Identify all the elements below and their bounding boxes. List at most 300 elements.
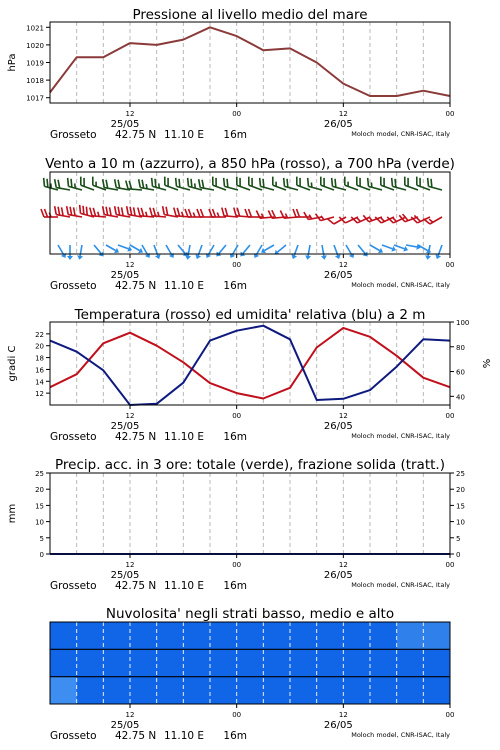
wind-arrow	[106, 245, 119, 253]
wind-arrow	[435, 245, 442, 259]
x-tick-label: 12	[125, 711, 135, 719]
wind-arrow-shaft	[394, 245, 404, 249]
wind-arrow	[358, 245, 368, 256]
cloud-cell	[130, 622, 157, 649]
wind-barb-flag	[176, 178, 177, 187]
x-tick-label: 00	[445, 561, 455, 569]
wind-barb-flag	[142, 180, 144, 188]
x-tick-label: 00	[232, 711, 242, 719]
x-tick-label: 00	[445, 261, 455, 269]
wind-barb-flag	[58, 207, 60, 215]
wind-barb-half-flag	[357, 218, 360, 221]
wind-barb-half-flag	[309, 215, 311, 219]
y-tick-label: 15	[35, 502, 44, 511]
wind-arrow-shaft	[178, 245, 185, 253]
wind-barb-half-flag	[146, 184, 147, 189]
wind-barb-staff	[104, 188, 118, 190]
cloud-cell	[50, 649, 77, 676]
cloud-cell	[210, 677, 237, 704]
cloud-cell	[397, 677, 424, 704]
station-elevation: 16m	[223, 280, 247, 292]
y2-tick-label: 40	[456, 393, 465, 402]
wind-barb-flag	[199, 179, 201, 187]
station-name: Grosseto	[50, 580, 97, 592]
wind-arrow	[254, 245, 262, 258]
wind-barb-staff	[224, 216, 238, 217]
plot-frame	[50, 22, 450, 103]
date-label: 25/05	[110, 570, 140, 581]
series-line	[50, 328, 450, 399]
y-axis-label: gradi C	[7, 345, 18, 382]
wind-barb-flag	[287, 179, 288, 188]
y2-tick-label: 25	[456, 470, 465, 478]
wind-barb-flag	[327, 219, 334, 224]
y-tick-label: 14	[35, 378, 44, 387]
wind-arrow-head	[185, 255, 191, 259]
model-credit: Moloch model, CNR-ISAC, Italy	[351, 281, 450, 289]
wind-barb-flag	[155, 179, 156, 188]
cloud-cell	[237, 649, 264, 676]
x-tick-label: 12	[338, 711, 348, 719]
wind-barb	[428, 178, 442, 190]
wind-arrow	[216, 245, 226, 256]
wind-barb-flag	[55, 179, 57, 187]
wind-barb-flag	[249, 209, 252, 217]
chart-precip	[7, 457, 465, 592]
y-tick-label: 22	[35, 330, 44, 339]
wind-barb-staff	[332, 186, 346, 190]
y-tick-label: 10	[35, 518, 44, 527]
chart-title: Pressione al livello medio del mare	[132, 7, 368, 23]
cloud-cell	[317, 622, 344, 649]
wind-arrow	[240, 245, 250, 256]
wind-barb-flag	[70, 207, 72, 215]
series-line	[50, 27, 450, 96]
y-tick-label: 1020	[26, 41, 44, 50]
cloud-cell	[50, 677, 77, 704]
cloud-cell	[157, 677, 184, 704]
wind-arrow-shaft	[382, 245, 392, 249]
wind-arrow-shaft	[118, 245, 128, 249]
cloud-cell	[77, 677, 104, 704]
wind-barb-flag	[150, 208, 152, 216]
model-credit: Moloch model, CNR-ISAC, Italy	[351, 130, 450, 138]
wind-barb-flag	[179, 179, 180, 188]
wind-barb-flag	[134, 207, 136, 215]
wind-barb-staff	[428, 186, 442, 190]
model-credit: Moloch model, CNR-ISAC, Italy	[351, 432, 450, 440]
cloud-cell	[397, 649, 424, 676]
wind-barb-flag	[55, 206, 57, 214]
wind-barb-flag	[153, 208, 155, 216]
wind-barb-flag	[293, 209, 296, 217]
wind-arrow-head	[305, 255, 311, 259]
cloud-cell	[263, 649, 290, 676]
x-tick-label: 00	[232, 412, 242, 420]
date-label: 25/05	[110, 720, 140, 731]
wind-arrow	[334, 245, 341, 259]
wind-arrow	[185, 245, 191, 260]
station-name: Grosseto	[50, 730, 97, 742]
wind-barb	[152, 178, 166, 190]
wind-arrow	[58, 245, 66, 258]
wind-arrow	[382, 245, 396, 252]
wind-barb-flag	[86, 207, 87, 216]
y-tick-label: 1021	[26, 24, 44, 33]
station-name: Grosseto	[50, 280, 97, 292]
cloud-cell	[210, 622, 237, 649]
chart-title: Nuvolosita' negli strati basso, medio e alto	[105, 606, 395, 622]
x-tick-label: 12	[338, 412, 348, 420]
wind-arrow	[305, 245, 311, 260]
wind-arrow	[94, 245, 104, 256]
wind-barb-staff	[284, 217, 298, 218]
cloud-cell	[237, 622, 264, 649]
wind-barb-flag	[139, 179, 141, 187]
wind-arrow	[195, 245, 202, 259]
x-tick-label: 00	[445, 110, 455, 118]
x-tick-label: 12	[125, 561, 135, 569]
x-tick-label: 00	[445, 711, 455, 719]
wind-arrow-shaft	[264, 245, 274, 251]
wind-arrow	[206, 245, 214, 258]
wind-barb-flag	[62, 207, 64, 215]
wind-arrow-head	[77, 255, 83, 259]
wind-barb-flag	[126, 181, 128, 189]
wind-barb-flag	[202, 180, 204, 188]
cloud-cell	[423, 622, 450, 649]
station-elevation: 16m	[223, 580, 247, 592]
station-lon: 11.10 E	[164, 129, 205, 141]
station-name: Grosseto	[50, 129, 97, 141]
wind-barb	[392, 178, 406, 190]
wind-barb-staff	[200, 188, 214, 190]
y-tick-label: 20	[35, 342, 44, 351]
wind-barb-flag	[45, 209, 48, 217]
y2-tick-label: 0	[456, 551, 461, 559]
station-name: Grosseto	[50, 431, 97, 443]
cloud-cell	[290, 649, 317, 676]
station-lon: 11.10 E	[164, 431, 205, 443]
wind-arrow	[130, 245, 143, 253]
wind-barb-staff	[284, 186, 298, 190]
wind-arrow-shaft	[219, 245, 226, 253]
y2-tick-label: 10	[456, 518, 465, 527]
y-tick-label: 18	[35, 354, 44, 363]
cloud-cell	[183, 649, 210, 676]
cloud-cell	[130, 649, 157, 676]
wind-barb-flag	[225, 208, 227, 216]
cloud-cell	[183, 622, 210, 649]
wind-arrow-head	[425, 255, 431, 259]
wind-barb-flag	[234, 208, 236, 216]
wind-barb-flag	[67, 206, 69, 214]
wind-barb-flag	[188, 178, 189, 187]
wind-barb-staff	[260, 186, 274, 190]
wind-arrow	[67, 245, 73, 260]
y-tick-label: 5	[39, 534, 44, 543]
wind-barb-flag	[163, 206, 165, 214]
model-credit: Moloch model, CNR-ISAC, Italy	[351, 581, 450, 589]
date-label: 26/05	[323, 270, 353, 281]
wind-arrow-shaft	[278, 245, 286, 252]
wind-barb-flag	[237, 208, 239, 216]
cloud-cell	[263, 622, 290, 649]
wind-barb-flag	[106, 180, 108, 188]
wind-barb-flag	[93, 208, 95, 216]
wind-barb	[284, 178, 298, 190]
chart-title: Vento a 10 m (azzurro), a 850 hPa (rosso), a 700 hPa (verde)	[45, 156, 455, 172]
y2-tick-label: 5	[456, 534, 461, 543]
station-lat: 42.75 N	[115, 730, 157, 742]
wind-barb-flag	[189, 209, 192, 217]
x-tick-label: 12	[125, 110, 135, 118]
wind-arrow-shaft	[406, 245, 417, 247]
wind-arrow	[346, 245, 354, 258]
y2-tick-label: 15	[456, 502, 465, 511]
cloud-cell	[343, 677, 370, 704]
wind-barb-flag	[224, 178, 225, 187]
station-lat: 42.75 N	[115, 280, 157, 292]
x-tick-label: 12	[338, 110, 348, 118]
station-lat: 42.75 N	[115, 431, 157, 443]
wind-barb	[260, 178, 274, 190]
station-lon: 11.10 E	[164, 280, 205, 292]
y-tick-label: 0	[39, 551, 44, 559]
y-tick-label: 12	[35, 390, 44, 399]
wind-barb-staff	[368, 186, 382, 190]
y-tick-label: 16	[35, 366, 44, 375]
chart-title: Precip. acc. in 3 ore: totale (verde), frazione solida (tratt.)	[55, 457, 445, 473]
wind-barb-flag	[83, 206, 84, 215]
wind-barb-flag	[332, 178, 333, 187]
date-label: 25/05	[110, 270, 140, 281]
cloud-cell	[317, 677, 344, 704]
plot-frame	[50, 473, 450, 554]
cloud-cell	[103, 677, 130, 704]
y-axis-label: mm	[7, 503, 18, 524]
wind-barb-flag	[197, 209, 200, 217]
wind-barb	[293, 209, 310, 217]
cloud-cell	[103, 649, 130, 676]
wind-barb-half-flag	[429, 219, 433, 222]
wind-barb-flag	[44, 178, 45, 187]
wind-barb-flag	[174, 208, 176, 216]
wind-arrow-shaft	[58, 245, 64, 255]
wind-barb-staff	[405, 185, 418, 190]
wind-barb-flag	[71, 179, 72, 188]
date-label: 25/05	[110, 421, 140, 432]
cloud-cell	[343, 649, 370, 676]
wind-barb-half-flag	[381, 218, 384, 221]
wind-barb-flag	[106, 207, 108, 215]
wind-barb-flag	[284, 178, 285, 187]
wind-arrow-shaft	[142, 245, 148, 255]
y-tick-label: 25	[35, 470, 44, 478]
wind-barb-flag	[304, 212, 308, 219]
y2-tick-label: 60	[456, 368, 465, 377]
wind-barb-flag	[428, 178, 429, 187]
wind-barb-flag	[138, 208, 140, 216]
wind-barb-flag	[115, 206, 117, 214]
station-lon: 11.10 E	[164, 580, 205, 592]
wind-barb-flag	[368, 178, 369, 187]
cloud-cell	[103, 622, 130, 649]
wind-arrow	[142, 245, 150, 258]
wind-barb-flag	[227, 179, 228, 188]
y2-tick-label: 100	[456, 319, 470, 327]
wind-barb-flag	[115, 179, 117, 187]
cloud-cell	[370, 622, 397, 649]
station-lat: 42.75 N	[115, 129, 157, 141]
wind-arrow	[394, 245, 408, 252]
cloud-cell	[423, 677, 450, 704]
wind-barb-flag	[122, 207, 124, 215]
cloud-cell	[50, 622, 77, 649]
chart-wind	[41, 156, 455, 292]
wind-arrow-shaft	[166, 245, 172, 255]
wind-arrow	[275, 245, 286, 255]
wind-barb-staff	[308, 186, 322, 190]
wind-barb-flag	[118, 207, 120, 215]
cloud-cell	[343, 622, 370, 649]
wind-barb-staff	[345, 185, 358, 190]
model-credit: Moloch model, CNR-ISAC, Italy	[351, 731, 450, 739]
wind-barb-flag	[74, 207, 76, 215]
date-label: 25/05	[110, 119, 140, 130]
wind-barb-flag	[335, 179, 336, 188]
cloud-cell	[423, 649, 450, 676]
wind-barb	[308, 178, 322, 190]
x-tick-label: 00	[232, 261, 242, 269]
cloud-cell	[370, 677, 397, 704]
y2-tick-label: 20	[456, 486, 465, 495]
cloud-cell	[290, 622, 317, 649]
wind-barb-flag	[110, 207, 112, 215]
wind-arrow-shaft	[346, 245, 352, 255]
cloud-cell	[317, 649, 344, 676]
wind-arrow	[166, 245, 174, 258]
plot-frame	[50, 322, 450, 405]
cloud-cell	[157, 649, 184, 676]
station-elevation: 16m	[223, 730, 247, 742]
chart-title: Temperatura (rosso) ed umidita' relativa (blu) a 2 m	[74, 307, 426, 323]
x-tick-label: 12	[125, 261, 135, 269]
y2-tick-label: 80	[456, 343, 465, 352]
date-label: 26/05	[323, 119, 353, 130]
wind-barb-flag	[41, 209, 44, 217]
station-elevation: 16m	[223, 431, 247, 443]
date-label: 26/05	[323, 421, 353, 432]
chart-clouds	[50, 606, 454, 742]
y-tick-label: 20	[35, 486, 44, 495]
x-tick-label: 00	[232, 110, 242, 118]
cloud-cell	[210, 649, 237, 676]
wind-barb-staff	[56, 188, 70, 190]
wind-barb-flag	[191, 179, 192, 188]
wind-arrow	[154, 245, 161, 259]
wind-barb-flag	[201, 209, 204, 217]
wind-arrow	[77, 245, 83, 260]
wind-arrow-shaft	[370, 245, 380, 251]
date-label: 26/05	[323, 720, 353, 731]
cloud-cell	[397, 622, 424, 649]
wind-barb-flag	[68, 178, 69, 187]
wind-arrow-shaft	[243, 245, 250, 253]
station-elevation: 16m	[223, 129, 247, 141]
wind-barb-flag	[152, 178, 153, 187]
wind-barb-flag	[222, 208, 224, 216]
y-tick-label: 1017	[26, 94, 44, 103]
wind-barb	[316, 214, 334, 221]
wind-arrow-shaft	[233, 245, 239, 255]
wind-barb-flag	[263, 179, 264, 188]
wind-arrow	[321, 245, 327, 260]
wind-barb-staff	[237, 185, 250, 190]
wind-barb-half-flag	[393, 218, 396, 221]
wind-barb-flag	[213, 209, 216, 217]
date-label: 26/05	[323, 570, 353, 581]
y-tick-label: 1018	[26, 77, 44, 86]
wind-barb	[224, 178, 238, 190]
wind-barb-flag	[177, 208, 179, 216]
wind-arrow-head	[321, 255, 327, 259]
wind-barb-flag	[127, 206, 129, 214]
wind-barb	[68, 178, 82, 190]
series-line	[50, 326, 450, 405]
wind-barb	[332, 178, 346, 190]
wind-arrow-shaft	[257, 245, 263, 255]
wind-barb-half-flag	[369, 217, 372, 221]
station-lat: 42.75 N	[115, 580, 157, 592]
x-tick-label: 12	[338, 561, 348, 569]
wind-arrow-shaft	[106, 245, 116, 251]
wind-barb-flag	[166, 207, 168, 215]
x-tick-label: 12	[338, 261, 348, 269]
wind-barb-flag	[58, 180, 60, 188]
wind-barb-flag	[431, 179, 432, 188]
x-tick-label: 00	[232, 561, 242, 569]
cloud-cell	[290, 677, 317, 704]
cloud-cell	[77, 622, 104, 649]
wind-barb-staff	[392, 186, 406, 190]
wind-barb-flag	[395, 179, 396, 188]
wind-barb-flag	[260, 178, 261, 187]
wind-arrow	[370, 245, 383, 253]
y2-axis-label: %	[482, 358, 493, 369]
y-axis-label: hPa	[7, 53, 18, 72]
wind-barb-flag	[308, 178, 309, 187]
y-tick-label: 1019	[26, 59, 44, 68]
wind-barb-flag	[80, 205, 81, 214]
x-tick-label: 00	[445, 412, 455, 420]
cloud-cell	[130, 677, 157, 704]
wind-barb-flag	[141, 208, 143, 216]
wind-barb-staff	[81, 185, 94, 190]
cloud-cell	[237, 677, 264, 704]
wind-barb-flag	[47, 179, 48, 188]
wind-arrow-head	[67, 256, 73, 260]
wind-arrow-shaft	[94, 245, 101, 253]
wind-barb-staff	[224, 186, 238, 190]
wind-arrow	[261, 245, 274, 253]
wind-barb-flag	[297, 209, 300, 217]
wind-barb-flag	[90, 208, 92, 216]
cloud-cell	[370, 649, 397, 676]
wind-barb-flag	[118, 180, 120, 188]
wind-barb	[199, 179, 214, 190]
station-lon: 11.10 E	[164, 730, 205, 742]
